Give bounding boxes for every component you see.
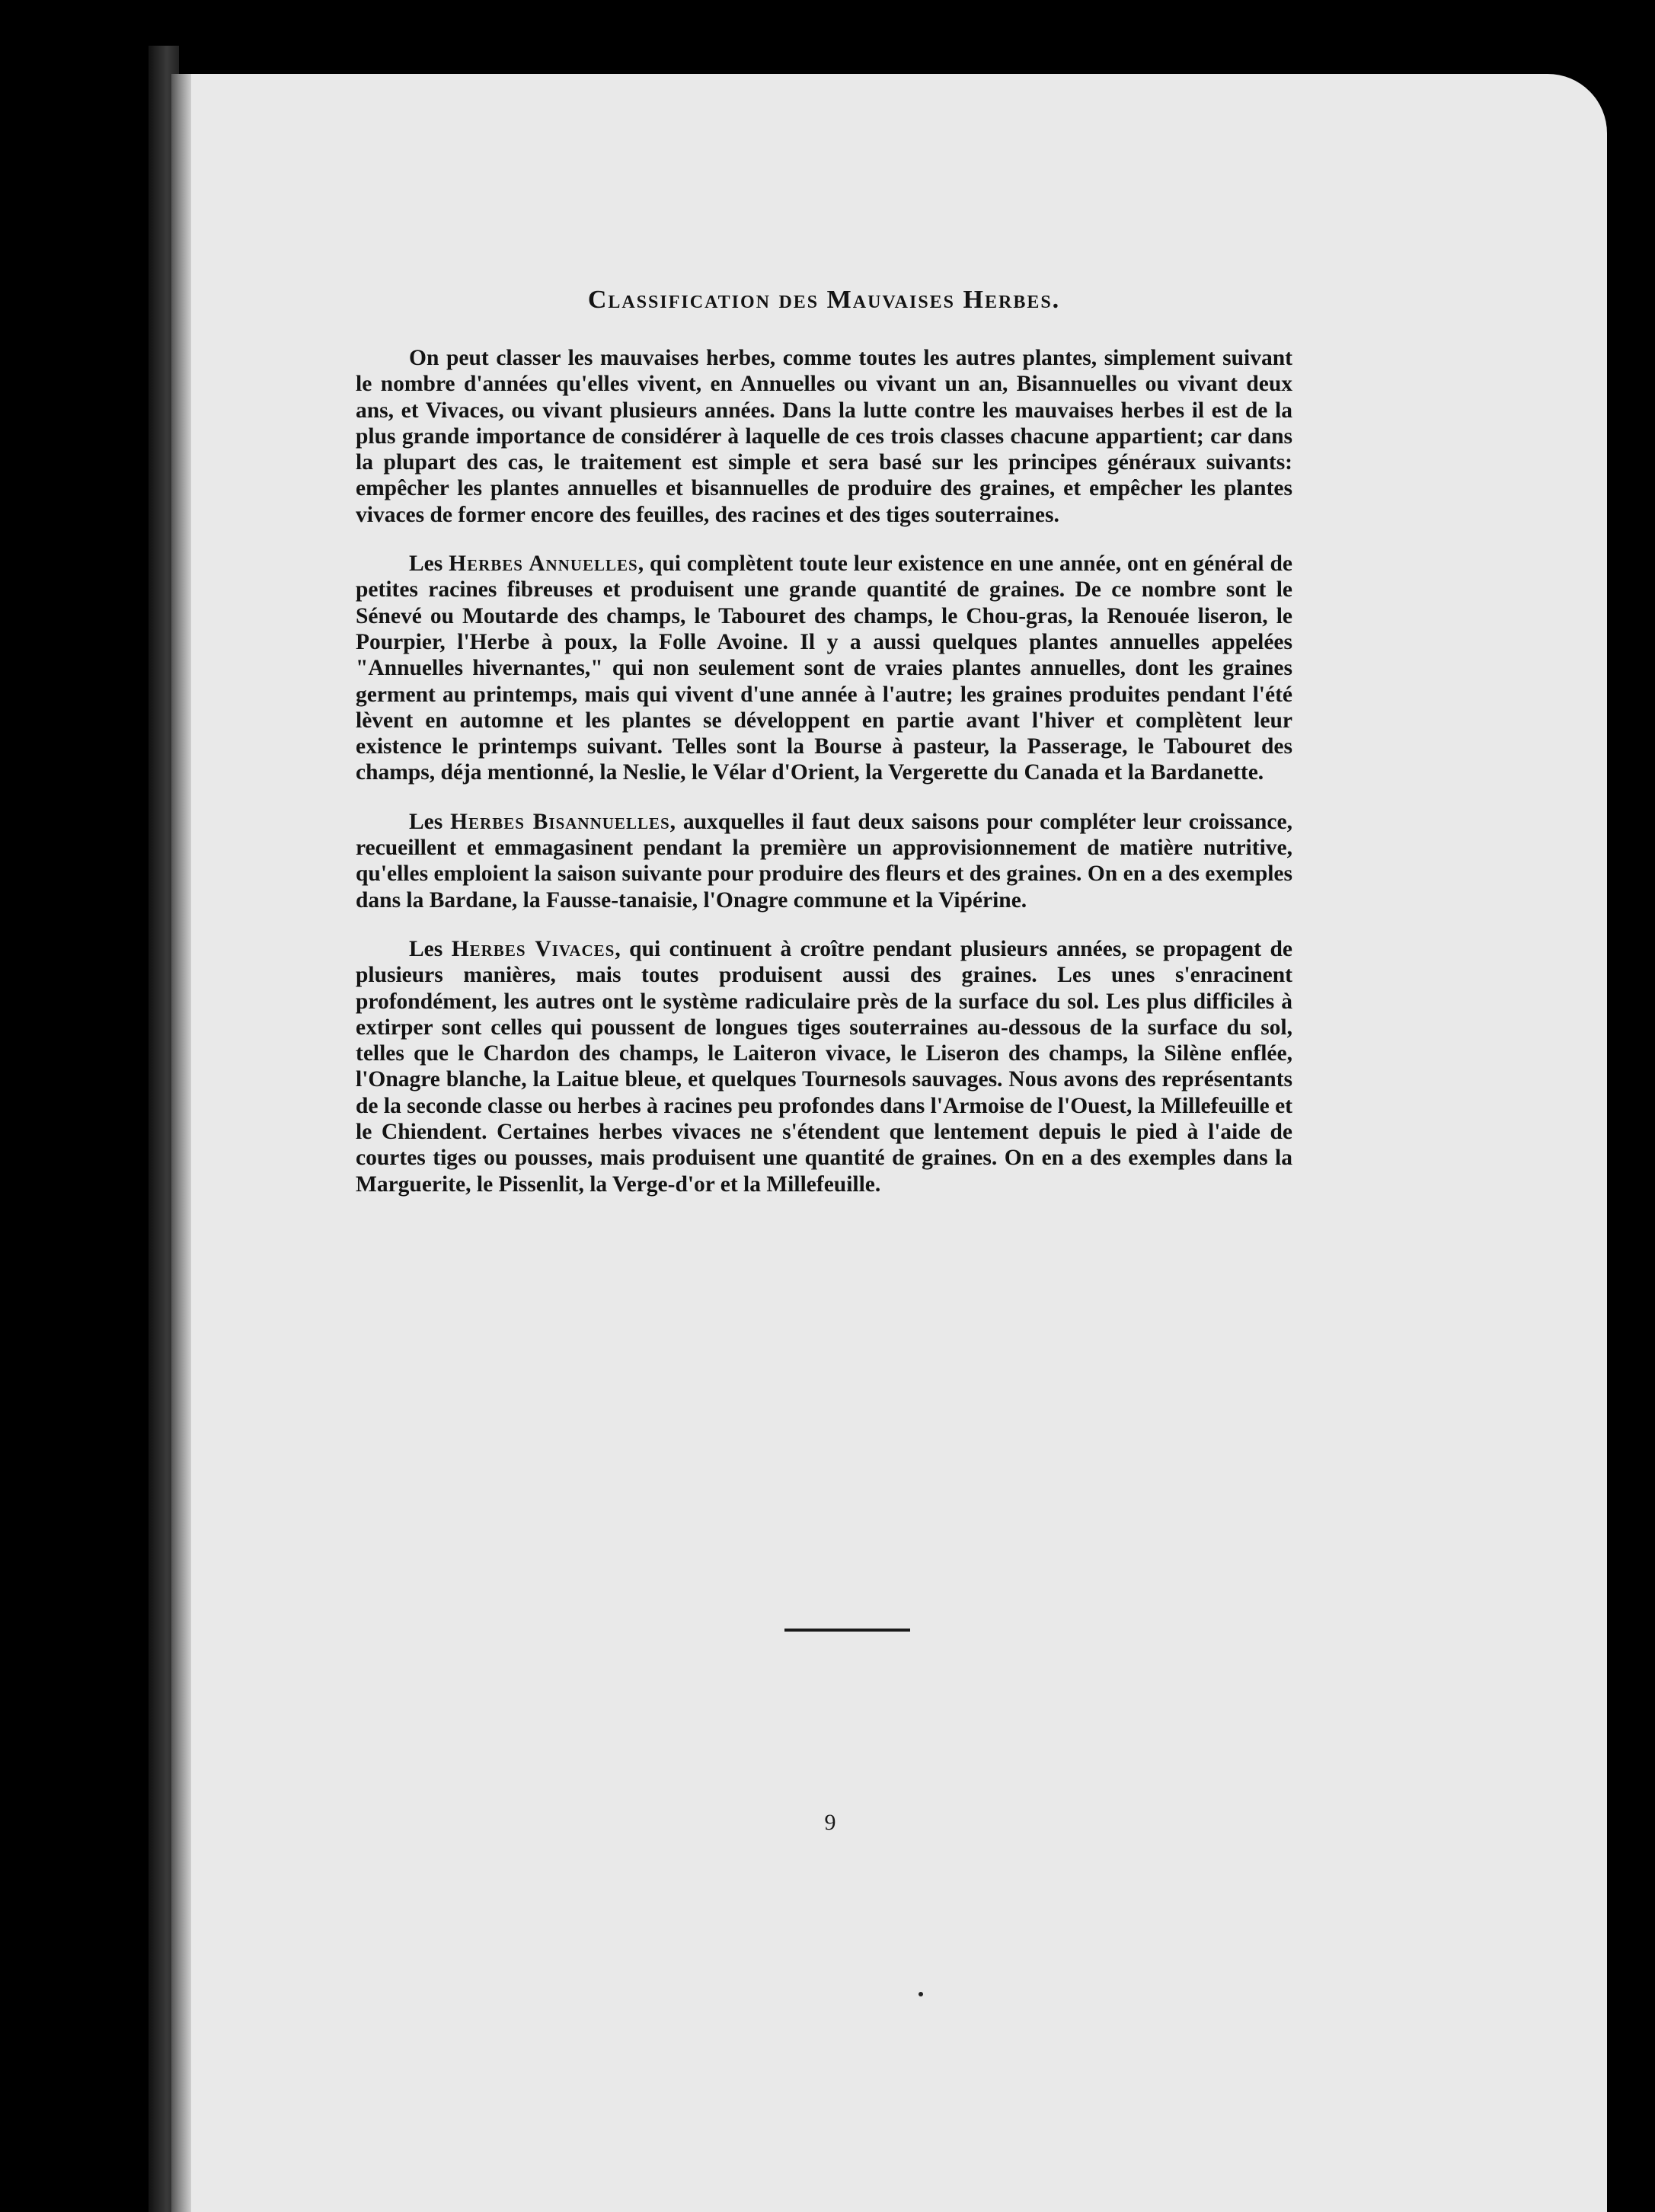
paragraph-lead: Les xyxy=(409,551,449,577)
paragraph-lead: Les xyxy=(409,809,451,834)
term-herbes-vivaces: Herbes Vivaces xyxy=(451,936,615,961)
paragraph-body: , qui continuent à croître pendant plusieurs années, se propagent de plusieurs manières, mais toutes produisent aussi des graines. Les unes s'enracinent profondément, les autres ont le système radiculaire près de la surface du sol. Les plus difficiles à extirper sont celles qui poussent de longues tiges souterraines au-dessous de la surface du sol, telles que le Chardon des champs, le Laiteron vivace, le Liseron des champs, la Silène enflée, l'Onagre blanche, la Laitue bleue, et quelques Tournesols sauvages. Nous avons des représentants de la seconde classe ou herbes à racines peu profondes dans l'Armoise de l'Ouest, la Millefeuille et le Chiendent. Certaines herbes vivaces ne s'étendent que lentement depuis le pied à l'aide de courtes tiges ou pousses, mais produisent une quantité de graines. On en a des exemples dans la Marguerite, le Pissenlit, la Verge-d'or et la Millefeuille. xyxy=(356,936,1293,1197)
page-number: 9 xyxy=(824,1810,836,1835)
paragraph-body: , auxquelles il faut deux saisons pour compléter leur croissance, recueillent et emmagasinent pendant la première un approvisionnement de matière nutritive, qu'elles emploient la saison suivante pour produire des fleurs et des graines. On en a des exemples dans la Bardane, la Fausse-tanaisie, l'Onagre commune et la Vipérine. xyxy=(356,809,1292,913)
paragraph-vivaces xyxy=(356,936,1292,1197)
paragraph-annuelles xyxy=(356,551,1292,786)
page-content xyxy=(356,286,1292,1220)
section-title: Classification des Mauvaises Herbes. xyxy=(587,286,1061,314)
page-binding-edge xyxy=(171,74,191,2212)
section-divider-rule xyxy=(784,1629,910,1632)
scan-speck xyxy=(919,1992,923,1996)
paragraph-intro: On peut classer les mauvaises herbes, comme toutes les autres plantes, simplement suivant le nombre d'années qu'elles vivent, en Annuelles ou vivant un an, Bisannuelles ou vivant deux ans, et Vivaces, ou vivant plusieurs années. Dans la lutte contre les mauvaises herbes il est de la plus grande importance de considérer à laquelle de ces trois classes chacune appartient; car dans la plupart des cas, le traitement est simple et sera basé sur les principes généraux suivants: empêcher les plantes annuelles et bisannuelles de produire des graines, et empêcher les plantes vivaces de former encore des feuilles, des racines et des tiges souterraines. xyxy=(356,346,1292,527)
term-herbes-bisannuelles: Herbes Bisannuelles xyxy=(450,809,670,834)
paragraph-bisannuelles xyxy=(356,809,1292,913)
paragraph-body: , qui complètent toute leur existence en une année, ont en général de petites racines fibreuses et produisent une grande quantité de graines. De ce nombre sont le Sénevé ou Moutarde des champs, le Tabouret des champs, le Chou-gras, la Renouée liseron, le Pourpier, l'Herbe à poux, la Folle Avoine. Il y a aussi quelques plantes annuelles appelées "Annuelles hivernantes," qui non seulement sont de vraies plantes annuelles, dont les graines germent au printemps, mais qui vivent d'une année à l'autre; les graines produites pendant l'été lèvent en automne et les plantes se développent en partie avant l'hiver et complètent leur existence le printemps suivant. Telles sont la Bourse à pasteur, la Passerage, le Tabouret des champs, déja mentionné, la Neslie, le Vélar d'Orient, la Vergerette du Canada et la Bardanette. xyxy=(356,551,1292,785)
paragraph-lead: Les xyxy=(409,936,452,961)
term-herbes-annuelles: Herbes Annuelles xyxy=(449,551,638,577)
